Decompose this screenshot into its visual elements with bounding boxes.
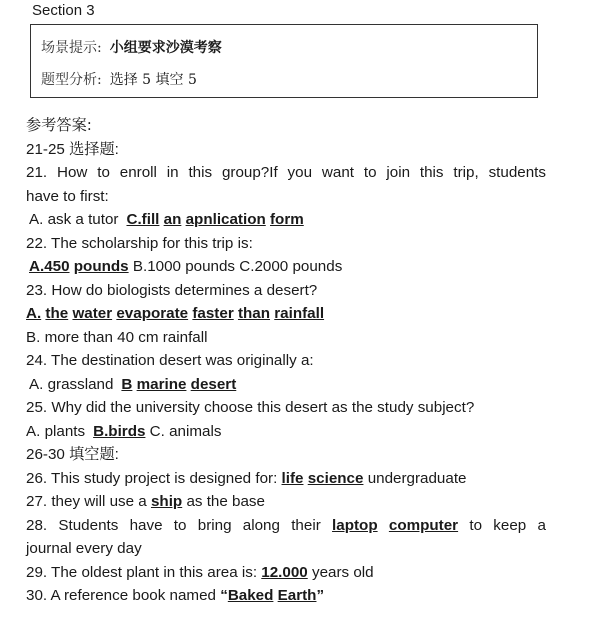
scene-value: 小组要求沙漠考察 [109,40,222,56]
q21-answer-1: C.fill [126,211,160,228]
q30-text: 30. A reference book named [26,587,216,604]
q23-answer-5: faster [192,305,234,322]
q22-answer-2: pounds [73,258,129,275]
scene-hint-line [41,37,222,57]
q28-answer-1: laptop [332,516,378,534]
q23-answer-2: the [45,305,69,322]
q26-answer-2: science [307,469,364,487]
q23-answer-1: A. [26,305,42,322]
q30-answer-1: Baked [227,587,274,604]
q22-answer-1: A.450 [29,258,70,275]
section-title: Section 3 [32,2,95,19]
q26-answer-1: life [281,469,304,487]
q23-answer-6: than [237,305,271,322]
q21-answer-line [26,208,546,232]
scene-info-box [30,24,538,98]
q24-answer-line [26,373,546,397]
q30-close-quote: ” [316,587,325,604]
q24-answer-2: marine [136,375,187,393]
q23-answer-4: evaporate [116,305,189,322]
q30-line [26,584,546,608]
q22-answer-line [26,255,546,279]
q25-option-a: A. plants [26,422,86,440]
q23-option-b: B. more than 40 cm rainfall [26,328,208,346]
q26-text: 26. This study project is designed for: [26,469,278,487]
q27-answer: ship [150,493,183,510]
type-label: 题型分析: [41,72,102,88]
answer-list [26,114,546,608]
reference-answers-title: 参考答案: [26,116,92,134]
q24-answer-3: desert [190,375,237,393]
q30-open-quote: “ [220,587,228,604]
q22-line: 22. The scholarship for this trip is: [26,234,253,252]
q25-answer-line [26,420,546,444]
q21-answer-2: an [163,211,182,228]
q22-option-b: B.1000 pounds [132,258,236,275]
mc-header: 21-25 选择题: [26,140,119,158]
q22-option-c: C.2000 pounds [239,258,343,275]
type-value: 选择 5 填空 5 [109,72,197,88]
q24-option-a: A. grassland [29,375,114,393]
type-analysis-line [41,69,197,89]
q29-text: 29. The oldest plant in this area is: [26,563,258,581]
q21-line-2: have to first: [26,187,109,205]
q28-text: 28. Students have to bring along their [26,516,321,534]
q28-answer-2: computer [388,516,459,534]
q26-after: undergraduate [367,469,467,487]
q27-after: as the base [186,493,265,510]
q28-line-1 [26,514,546,538]
fill-header: 26-30 填空题: [26,446,119,463]
q21-line-1: 21. How to enroll in this group?If you want to join this trip, students [26,164,546,181]
q21-answer-4: form [270,211,304,228]
q21-answer-3: apnlication [185,211,266,228]
q25-answer: B.birds [93,422,146,440]
q29-after: years old [311,563,374,581]
q28-line-2: journal every day [26,540,142,557]
q29-line [26,561,546,585]
q23-answer-line [26,302,546,326]
q26-line [26,467,546,491]
q23-answer-3: water [72,305,113,322]
q30-answer-2: Earth [277,587,317,604]
q23-line: 23. How do biologists determines a desert? [26,281,318,299]
q21-option-a: A. ask a tutor [29,211,119,228]
q29-answer: 12.000 [261,563,308,581]
q25-line: 25. Why did the university choose this desert as the study subject? [26,399,475,416]
scene-label: 场景提示: [41,40,102,56]
q28-after: to keep a [469,516,546,534]
q24-answer-1: B [121,375,133,393]
q25-option-c: C. animals [149,422,222,440]
q27-line [26,490,546,514]
q27-text: 27. they will use a [26,493,147,510]
q24-line: 24. The destination desert was originally a: [26,352,314,369]
q23-answer-7: rainfall [274,305,325,322]
